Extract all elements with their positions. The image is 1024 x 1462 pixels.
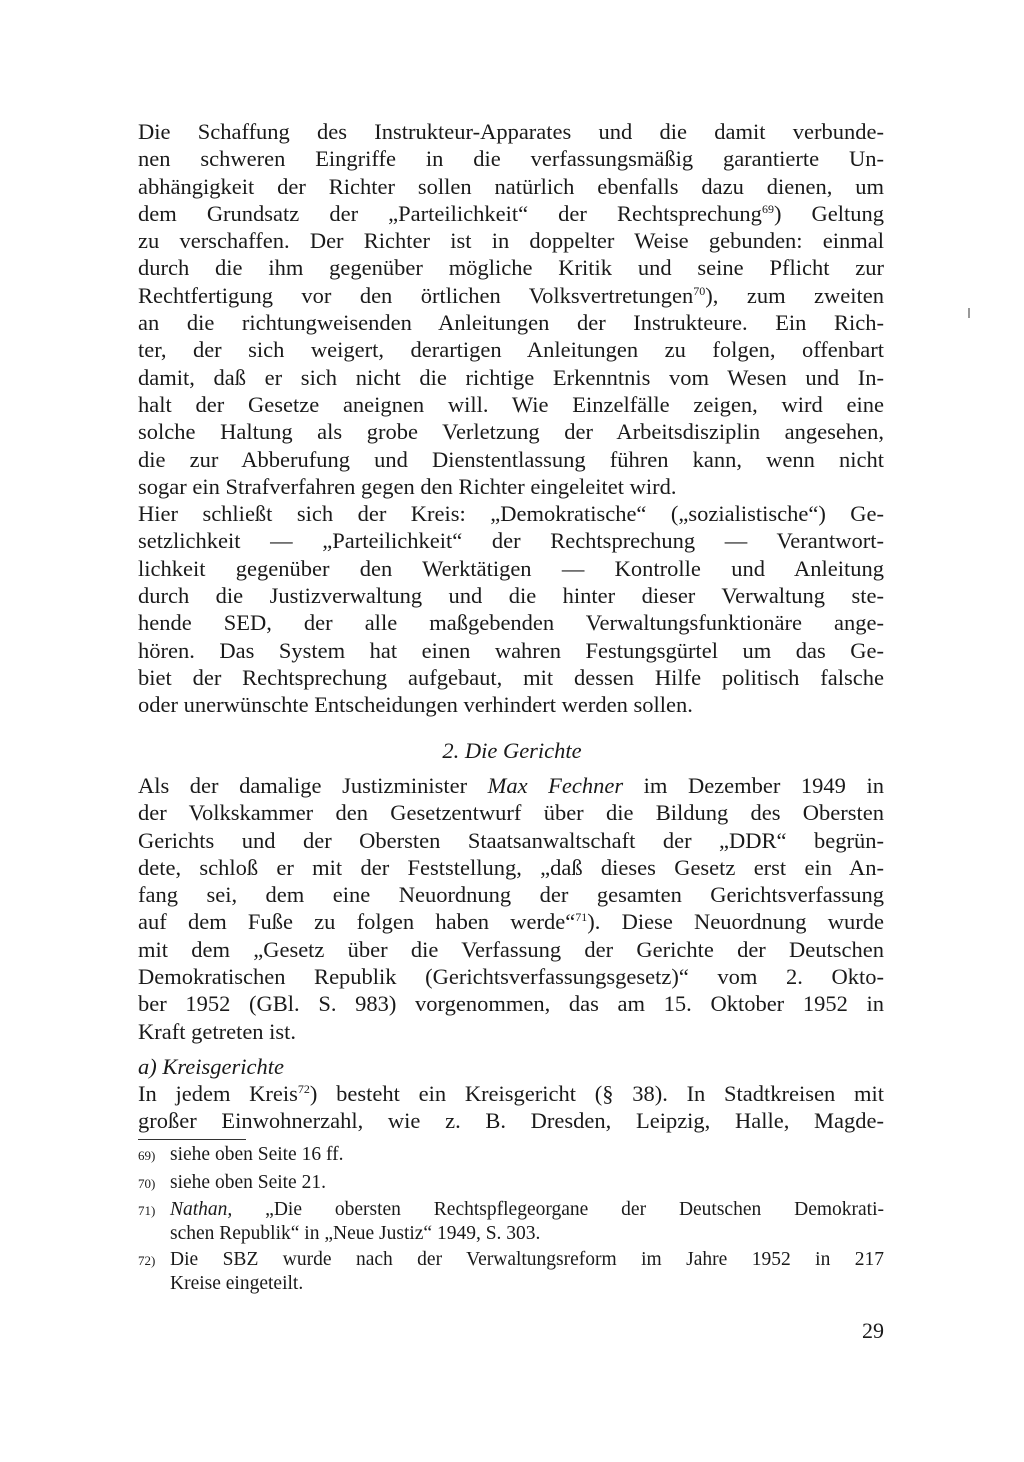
text-segment: dem Grundsatz der „Parteilichkeit“ der Rechtsprechung — [138, 200, 762, 226]
text-line: durch die Justizverwaltung und die hinter dieser Verwaltung ste- — [138, 583, 884, 609]
text-line: Kraft getreten ist. — [138, 1018, 297, 1044]
text-segment: In jedem Kreis — [138, 1081, 298, 1106]
author-name: Nathan, — [170, 1199, 233, 1221]
text-segment: auf dem Fuße zu folgen haben werde“ — [138, 909, 576, 935]
text-line-with-footnote-71 — [138, 908, 884, 935]
text-line: mit dem „Gesetz über die Verfassung der Gerichte der Deutschen — [138, 936, 884, 962]
footnote-71 — [138, 1199, 884, 1245]
footnote-ref-69: 69 — [761, 201, 774, 216]
text-line: biet der Rechtsprechung aufgebaut, mit dessen Hilfe politisch falsche — [138, 664, 884, 690]
footnote-mark: 70) — [138, 1175, 156, 1191]
text-line: dete, schloß er mit der Feststellung, „daß dieses Gesetz erst ein An- — [138, 854, 884, 880]
footnote-mark: 72) — [138, 1253, 156, 1269]
text-line: halt der Gesetze aneignen will. Wie Einzelfälle zeigen, wird eine — [138, 391, 884, 417]
footnote-72 — [138, 1249, 884, 1295]
footnote-ref-72: 72 — [297, 1082, 310, 1096]
text-segment: Rechtfertigung vor den örtlichen Volksvertretungen — [138, 282, 694, 308]
text-line: damit, daß er sich nicht die richtige Erkenntnis vom Wesen und In- — [138, 364, 884, 390]
footnote-mark: 69) — [138, 1148, 156, 1163]
footnote-mark: 71) — [138, 1203, 156, 1219]
text-segment: ) besteht ein Kreisgericht (§ 38). In Stadtkreisen mit — [309, 1081, 884, 1106]
text-line: die zur Abberufung und Dienstentlassung führen kann, wenn nicht — [138, 446, 884, 472]
text-line-with-footnote-72 — [138, 1080, 884, 1107]
text-line-with-footnote-70 — [138, 282, 884, 309]
footnote-ref-70: 70 — [693, 283, 706, 298]
footnote-divider — [138, 1139, 246, 1140]
footnote-text: siehe oben Seite 16 ff. — [170, 1144, 344, 1165]
text-segment: im Dezember 1949 in — [623, 773, 884, 798]
text-segment: ) Geltung — [773, 200, 884, 226]
text-line: an die richtungweisenden Anleitungen der Instrukteure. Ein Rich- — [138, 310, 884, 336]
text-segment: ). Diese Neuordnung wurde — [587, 909, 884, 935]
footnote-text-continued: schen Republik“ in „Neue Justiz“ 1949, S. 303. — [170, 1222, 541, 1244]
footnote-69 — [138, 1144, 884, 1168]
text-line: Die Schaffung des Instrukteur-Apparates und die damit verbunde- — [138, 119, 884, 144]
footnote-text: siehe oben Seite 21. — [170, 1171, 326, 1193]
text-line: hören. Das System hat einen wahren Festungsgürtel um das Ge- — [138, 637, 884, 663]
text-line: abhängigkeit der Richter sollen natürlich ebenfalls dazu dienen, um — [138, 173, 884, 199]
text-line: großer Einwohnerzahl, wie z. B. Dresden, Leipzig, Halle, Magde- — [138, 1108, 884, 1134]
text-line-with-name — [138, 772, 884, 799]
person-name: Max Fechner — [487, 773, 624, 798]
body-paragraphs-top — [138, 118, 884, 719]
page-number: 29 — [862, 1318, 884, 1343]
text-line: Hier schließt sich der Kreis: „Demokratische“ („sozialistische“) Ge- — [138, 501, 884, 527]
footnote-ref-71: 71 — [575, 910, 588, 925]
footnote-70 — [138, 1172, 884, 1196]
text-line: solche Haltung als grobe Verletzung der Arbeitsdisziplin angesehen, — [138, 419, 884, 445]
text-line: nen schweren Eingriffe in die verfassungsmäßig garantierte Un- — [138, 146, 884, 172]
text-line: zu verschaffen. Der Richter ist in doppelter Weise gebunden: einmal — [138, 228, 884, 254]
text-line: oder unerwünschte Entscheidungen verhindert werden sollen. — [138, 692, 693, 718]
body-paragraph-gerichte — [138, 772, 884, 1045]
text-line: fang sei, dem eine Neuordnung der gesamten Gerichtsverfassung — [138, 882, 884, 908]
text-line: ber 1952 (GBl. S. 983) vorgenommen, das am 15. Oktober 1952 in — [138, 991, 884, 1017]
subsection-heading: a) Kreisgerichte — [138, 1054, 285, 1079]
text-line: der Volkskammer den Gesetzentwurf über die Bildung des Obersten — [138, 800, 884, 826]
text-line: hende SED, der alle maßgebenden Verwaltungsfunktionäre ange- — [138, 610, 884, 636]
text-line: setzlichkeit — „Parteilichkeit“ der Rechtsprechung — Verantwort- — [138, 528, 884, 554]
text-line: Demokratischen Republik (Gerichtsverfassungsgesetz)“ vom 2. Okto- — [138, 964, 884, 990]
text-line: durch die ihm gegenüber mögliche Kritik und seine Pflicht zur — [138, 255, 884, 281]
footnote-text — [170, 1199, 884, 1222]
text-segment: ), zum zweiten — [705, 282, 884, 308]
footnote-text-continued: Kreise eingeteilt. — [170, 1272, 304, 1294]
text-segment: Als der damalige Justizminister — [138, 773, 488, 798]
text-line: Gerichts und der Obersten Staatsanwaltschaft der „DDR“ begrün- — [138, 827, 884, 853]
text-segment: „Die obersten Rechtspflegeorgane der Deutschen Demokrati- — [232, 1199, 884, 1221]
footnote-text: Die SBZ wurde nach der Verwaltungsreform im Jahre 1952 in 217 — [170, 1249, 884, 1271]
text-line: lichkeit gegenüber den Werktätigen — Kontrolle und Anleitung — [138, 555, 884, 581]
body-paragraph-kreisgerichte — [138, 1080, 884, 1135]
section-heading: 2. Die Gerichte — [442, 738, 582, 763]
text-line: ter, der sich weigert, derartigen Anleitungen zu folgen, offenbart — [138, 337, 884, 363]
margin-mark — [968, 308, 970, 318]
text-line-with-footnote-69 — [138, 200, 884, 227]
text-line: sogar ein Strafverfahren gegen den Richter eingeleitet wird. — [138, 473, 677, 499]
footnotes — [138, 1144, 884, 1296]
